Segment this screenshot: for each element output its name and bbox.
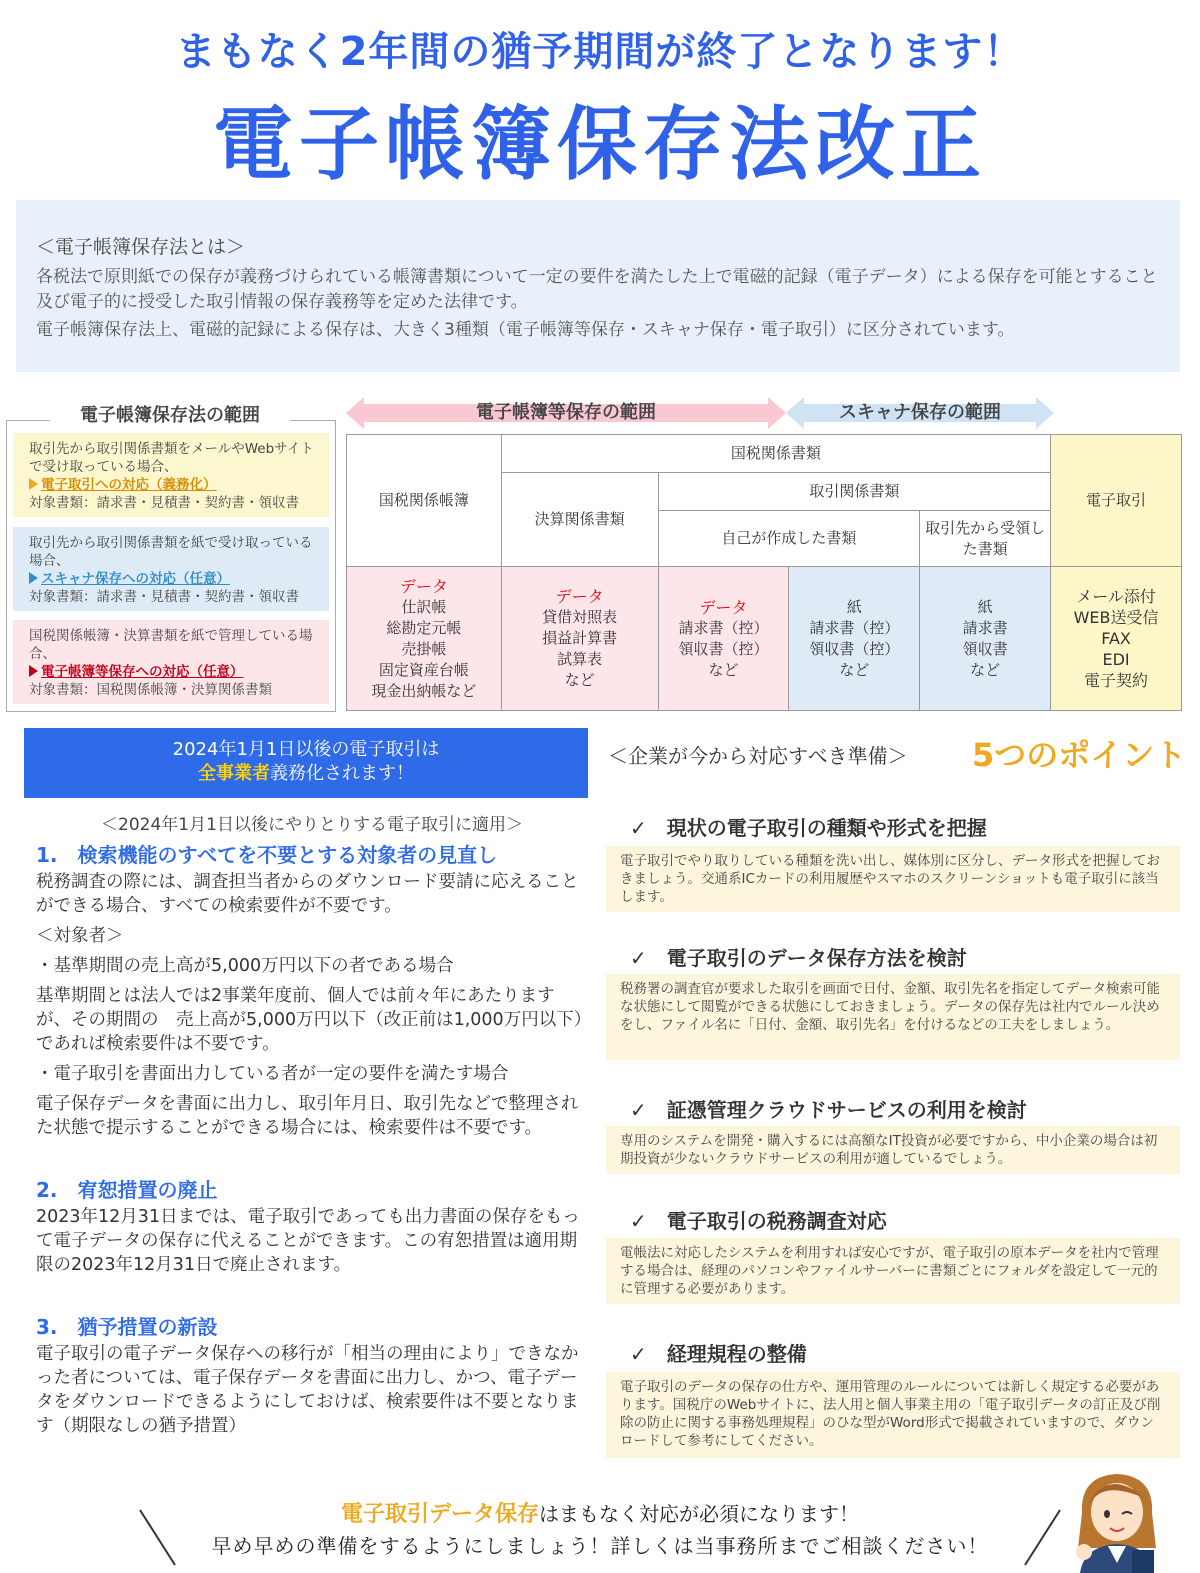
cell-item: 電子契約 <box>1084 671 1149 690</box>
scope-box-chobo <box>13 620 329 704</box>
intro-title: ＜電子帳簿保存法とは＞ <box>36 236 246 258</box>
cell-item: 領収書（控） <box>678 639 769 658</box>
cell-item: 領収書 <box>962 639 1008 658</box>
footer-line-1 <box>0 1497 1200 1528</box>
header-torihiki: 取引関係書類 <box>658 473 1051 511</box>
point-1-head <box>630 812 987 841</box>
section-1-text: 税務調査の際には、調査担当者からのダウンロード要請に応えることができる場合、すべての検索要件が不要です。 <box>36 872 579 916</box>
revision-subhead: ＜2024年1月1日以後にやりとりする電子取引に適用＞ <box>101 815 523 835</box>
cell-item: 領収書（控） <box>809 639 900 658</box>
point-3-head <box>630 1094 1027 1123</box>
point-head-text: ✓ 電子取引の税務調査対応 <box>630 1209 887 1233</box>
point-head-text: ✓ 現状の電子取引の種類や形式を把握 <box>630 816 987 840</box>
cell-item: 貸借対照表 <box>542 608 618 626</box>
intro-paragraph-2: 電子帳簿保存法上、電磁的記録による保存は、大きく3種類（電子帳簿等保存・スキャナ保存・電子取引）に区分されています。 <box>36 320 1015 340</box>
prep-title: ＜企業が今から対応すべき準備＞ <box>608 744 908 768</box>
scope-box-text: 取引先から取引関係書類を紙で受け取っている場合、 <box>29 535 313 569</box>
header-kessan: 決算関係書類 <box>501 473 658 567</box>
footer-line-1-rest: はまもなく対応が必須になります！ <box>539 1502 859 1526</box>
header-jury: 取引先から受領した書類 <box>920 511 1051 567</box>
cell-item: 請求書 <box>962 618 1008 637</box>
triangle-icon <box>29 665 38 677</box>
point-1-body: 電子取引でやり取りしている種類を洗い出し、媒体別に区分し、データ形式を把握しておきましょう。交通系ICカードの利用履歴やスマホのスクリーンショットも電子取引に該当します。 <box>606 846 1180 912</box>
banner-highlight: 全事業者 <box>198 763 270 784</box>
footer-highlight: 電子取引データ保存 <box>340 1502 539 1527</box>
headline-notice: まもなく2年間の猶予期間が終了となります！ <box>175 29 1025 75</box>
section-1-text-2: 基準期間とは法人では2事業年度前、個人では前々年にあたりますが、その期間の 売上高が5,000万円以下（改正前は1,000万円以下）であれば検索要件は不要です。 <box>36 986 583 1054</box>
cell-item: 損益計算書 <box>542 629 618 647</box>
cell-item: など <box>970 660 1001 679</box>
section-1-target: ＜対象者＞ <box>36 926 124 946</box>
cell-item: メール添付 <box>1076 587 1156 606</box>
cell-item: など <box>708 660 739 679</box>
point-4-head <box>630 1205 887 1234</box>
cell-jiko-paper <box>789 567 920 711</box>
point-4-body: 電帳法に対応したシステムを利用すれば安心ですが、電子取引の原本データを社内で管理する場合は、経理のパソコンやファイルサーバーに書類ごとにフォルダを設定して一元的に管理する必要があります。 <box>606 1238 1180 1304</box>
section-1-bullet-1: ・基準期間の売上高が5,000万円以下の者である場合 <box>36 956 454 976</box>
point-2-head <box>630 942 967 971</box>
scope-box-text: 取引先から取引関係書類をメールやWebサイトで受け取っている場合、 <box>29 441 314 475</box>
cell-item: 請求書（控） <box>678 618 769 637</box>
cell-tag: データ <box>555 587 604 606</box>
cell-item: 仕訳帳 <box>401 597 447 616</box>
header-jiko: 自己が作成した書類 <box>658 511 920 567</box>
scope-box-link: 電子取引への対応（義務化） <box>41 477 217 493</box>
cell-item: WEB送受信 <box>1073 608 1159 627</box>
scope-box-link: スキャナ保存への対応（任意） <box>41 571 230 587</box>
cell-item: 売掛帳 <box>401 639 447 658</box>
document-classification-table <box>346 434 1182 711</box>
scope-box-target: 対象書類：請求書・見積書・契約書・領収書 <box>29 589 299 605</box>
cell-item: 固定資産台帳 <box>378 660 469 679</box>
scope-box-denshi <box>13 433 329 517</box>
point-head-text: ✓ 証憑管理クラウドサービスの利用を検討 <box>630 1098 1027 1122</box>
point-head-text: ✓ 経理規程の整備 <box>630 1342 807 1366</box>
headline-title: 電子帳簿保存法改正 <box>213 98 987 191</box>
cell-item: など <box>839 660 870 679</box>
arrow-chobo-range <box>346 397 786 429</box>
point-head-text: ✓ 電子取引のデータ保存方法を検討 <box>630 946 967 970</box>
scope-box-target: 対象書類：国税関係帳簿・決算関係書類 <box>29 682 272 698</box>
mandatory-banner <box>24 728 588 798</box>
section-2-title: 2. 宥恕措置の廃止 <box>36 1178 218 1202</box>
header-kokuzei-shorui: 国税関係書類 <box>501 435 1050 473</box>
banner-line1: 2024年1月1日以後の電子取引は <box>172 739 440 760</box>
point-5-body: 電子取引のデータの保存の仕方や、運用管理のルールについては新しく規定する必要があります。国税庁のWebサイトに、法人用と個人事業主用の「電子取引データの訂正及び削除の防止に関する事務処理規程」のひな型がWord形式で掲載されていますので、ダウンロードして参考にしてください。 <box>606 1372 1180 1458</box>
cell-kessan <box>501 567 658 711</box>
point-3-body: 専用のシステムを開発・購入するには高額なIT投資が必要ですから、中小企業の場合は初期投資が少ないクラウドサービスの利用が適しているでしょう。 <box>606 1126 1180 1174</box>
intro-paragraph-1: 各税法で原則紙での保存が義務づけられている帳簿書類について一定の要件を満たした上で電磁的記録（電子データ）による保存を可能とすること及び電子的に授受した取引情報の保存義務等を定めた法律です。 <box>36 267 1158 312</box>
cell-denshi <box>1051 567 1182 711</box>
scope-box-scanner <box>13 527 329 611</box>
arrow-scanner-label: スキャナ保存の範囲 <box>839 402 1001 423</box>
cell-tag: 紙 <box>846 597 862 616</box>
cell-item: 現金出納帳など <box>371 681 477 700</box>
banner-line2: 義務化されます！ <box>270 763 414 784</box>
arrow-scanner-range <box>786 397 1054 429</box>
scope-box-link: 電子帳簿等保存への対応（任意） <box>41 664 244 680</box>
cell-tag: データ <box>399 576 448 596</box>
cell-chobo <box>347 567 502 711</box>
cell-jury-paper <box>920 567 1051 711</box>
cell-item: EDI <box>1102 650 1130 669</box>
footer-line-2: 早め早めの準備をするようにしましょう！詳しくは当事務所までご相談ください！ <box>211 1534 989 1558</box>
section-2-text: 2023年12月31日までは、電子取引であっても出力書面の保存をもって電子データの保存に代えることができます。この宥恕措置は適用期限の2023年12月31日で廃止されます。 <box>36 1207 580 1275</box>
cell-tag: データ <box>699 597 748 617</box>
section-3-title: 3. 猶予措置の新設 <box>36 1315 218 1339</box>
triangle-icon <box>29 572 38 584</box>
scope-panel <box>6 420 336 712</box>
cell-tag: 紙 <box>977 597 993 616</box>
scope-box-target: 対象書類：請求書・見積書・契約書・領収書 <box>29 495 299 511</box>
woman-illustration-icon <box>1062 1468 1172 1573</box>
header-denshi-torihiki: 電子取引 <box>1051 435 1182 567</box>
cell-item: 請求書（控） <box>809 618 900 637</box>
scope-title: 電子帳簿保存法の範囲 <box>50 401 290 427</box>
triangle-icon <box>29 478 38 490</box>
scope-box-text: 国税関係帳簿・決算書類を紙で管理している場合、 <box>29 628 313 662</box>
intro-box <box>16 200 1180 372</box>
header-kokuzei-chobo: 国税関係帳簿 <box>347 435 502 567</box>
arrow-chobo-label: 電子帳簿等保存の範囲 <box>476 402 656 423</box>
section-3-text: 電子取引の電子データ保存への移行が「相当の理由により」できなかった者については、電子保存データを書面に出力し、かつ、電子データをダウンロードできるようにしておけば、検索要件は不要となります（期限なしの猶予措置） <box>36 1344 579 1436</box>
point-5-head <box>630 1338 807 1367</box>
cell-item: FAX <box>1101 629 1131 648</box>
prep-five-points: 5つのポイント <box>972 736 1187 774</box>
cell-item: 総勘定元帳 <box>386 618 462 637</box>
cell-item: 試算表 <box>557 650 603 668</box>
cell-jiko-data <box>658 567 789 711</box>
section-1-bullet-2: ・電子取引を書面出力している者が一定の要件を満たす場合 <box>36 1064 509 1084</box>
point-2-body: 税務署の調査官が要求した取引を画面で日付、金額、取引先名を指定してデータ検索可能な状態にして閲覧ができる状態にしておきましょう。データの保存先は社内でルール決めをし、ファイル名に「日付、金額、取引先名」を付けるなどの工夫をしましょう。 <box>606 974 1180 1060</box>
cell-item: など <box>564 671 595 689</box>
section-1-text-3: 電子保存データを書面に出力し、取引年月日、取引先などで整理された状態で提示することができる場合には、検索要件は不要です。 <box>36 1094 579 1138</box>
revision-details <box>36 810 588 1444</box>
section-1-title: 1. 検索機能のすべてを不要とする対象者の見直し <box>36 843 498 867</box>
